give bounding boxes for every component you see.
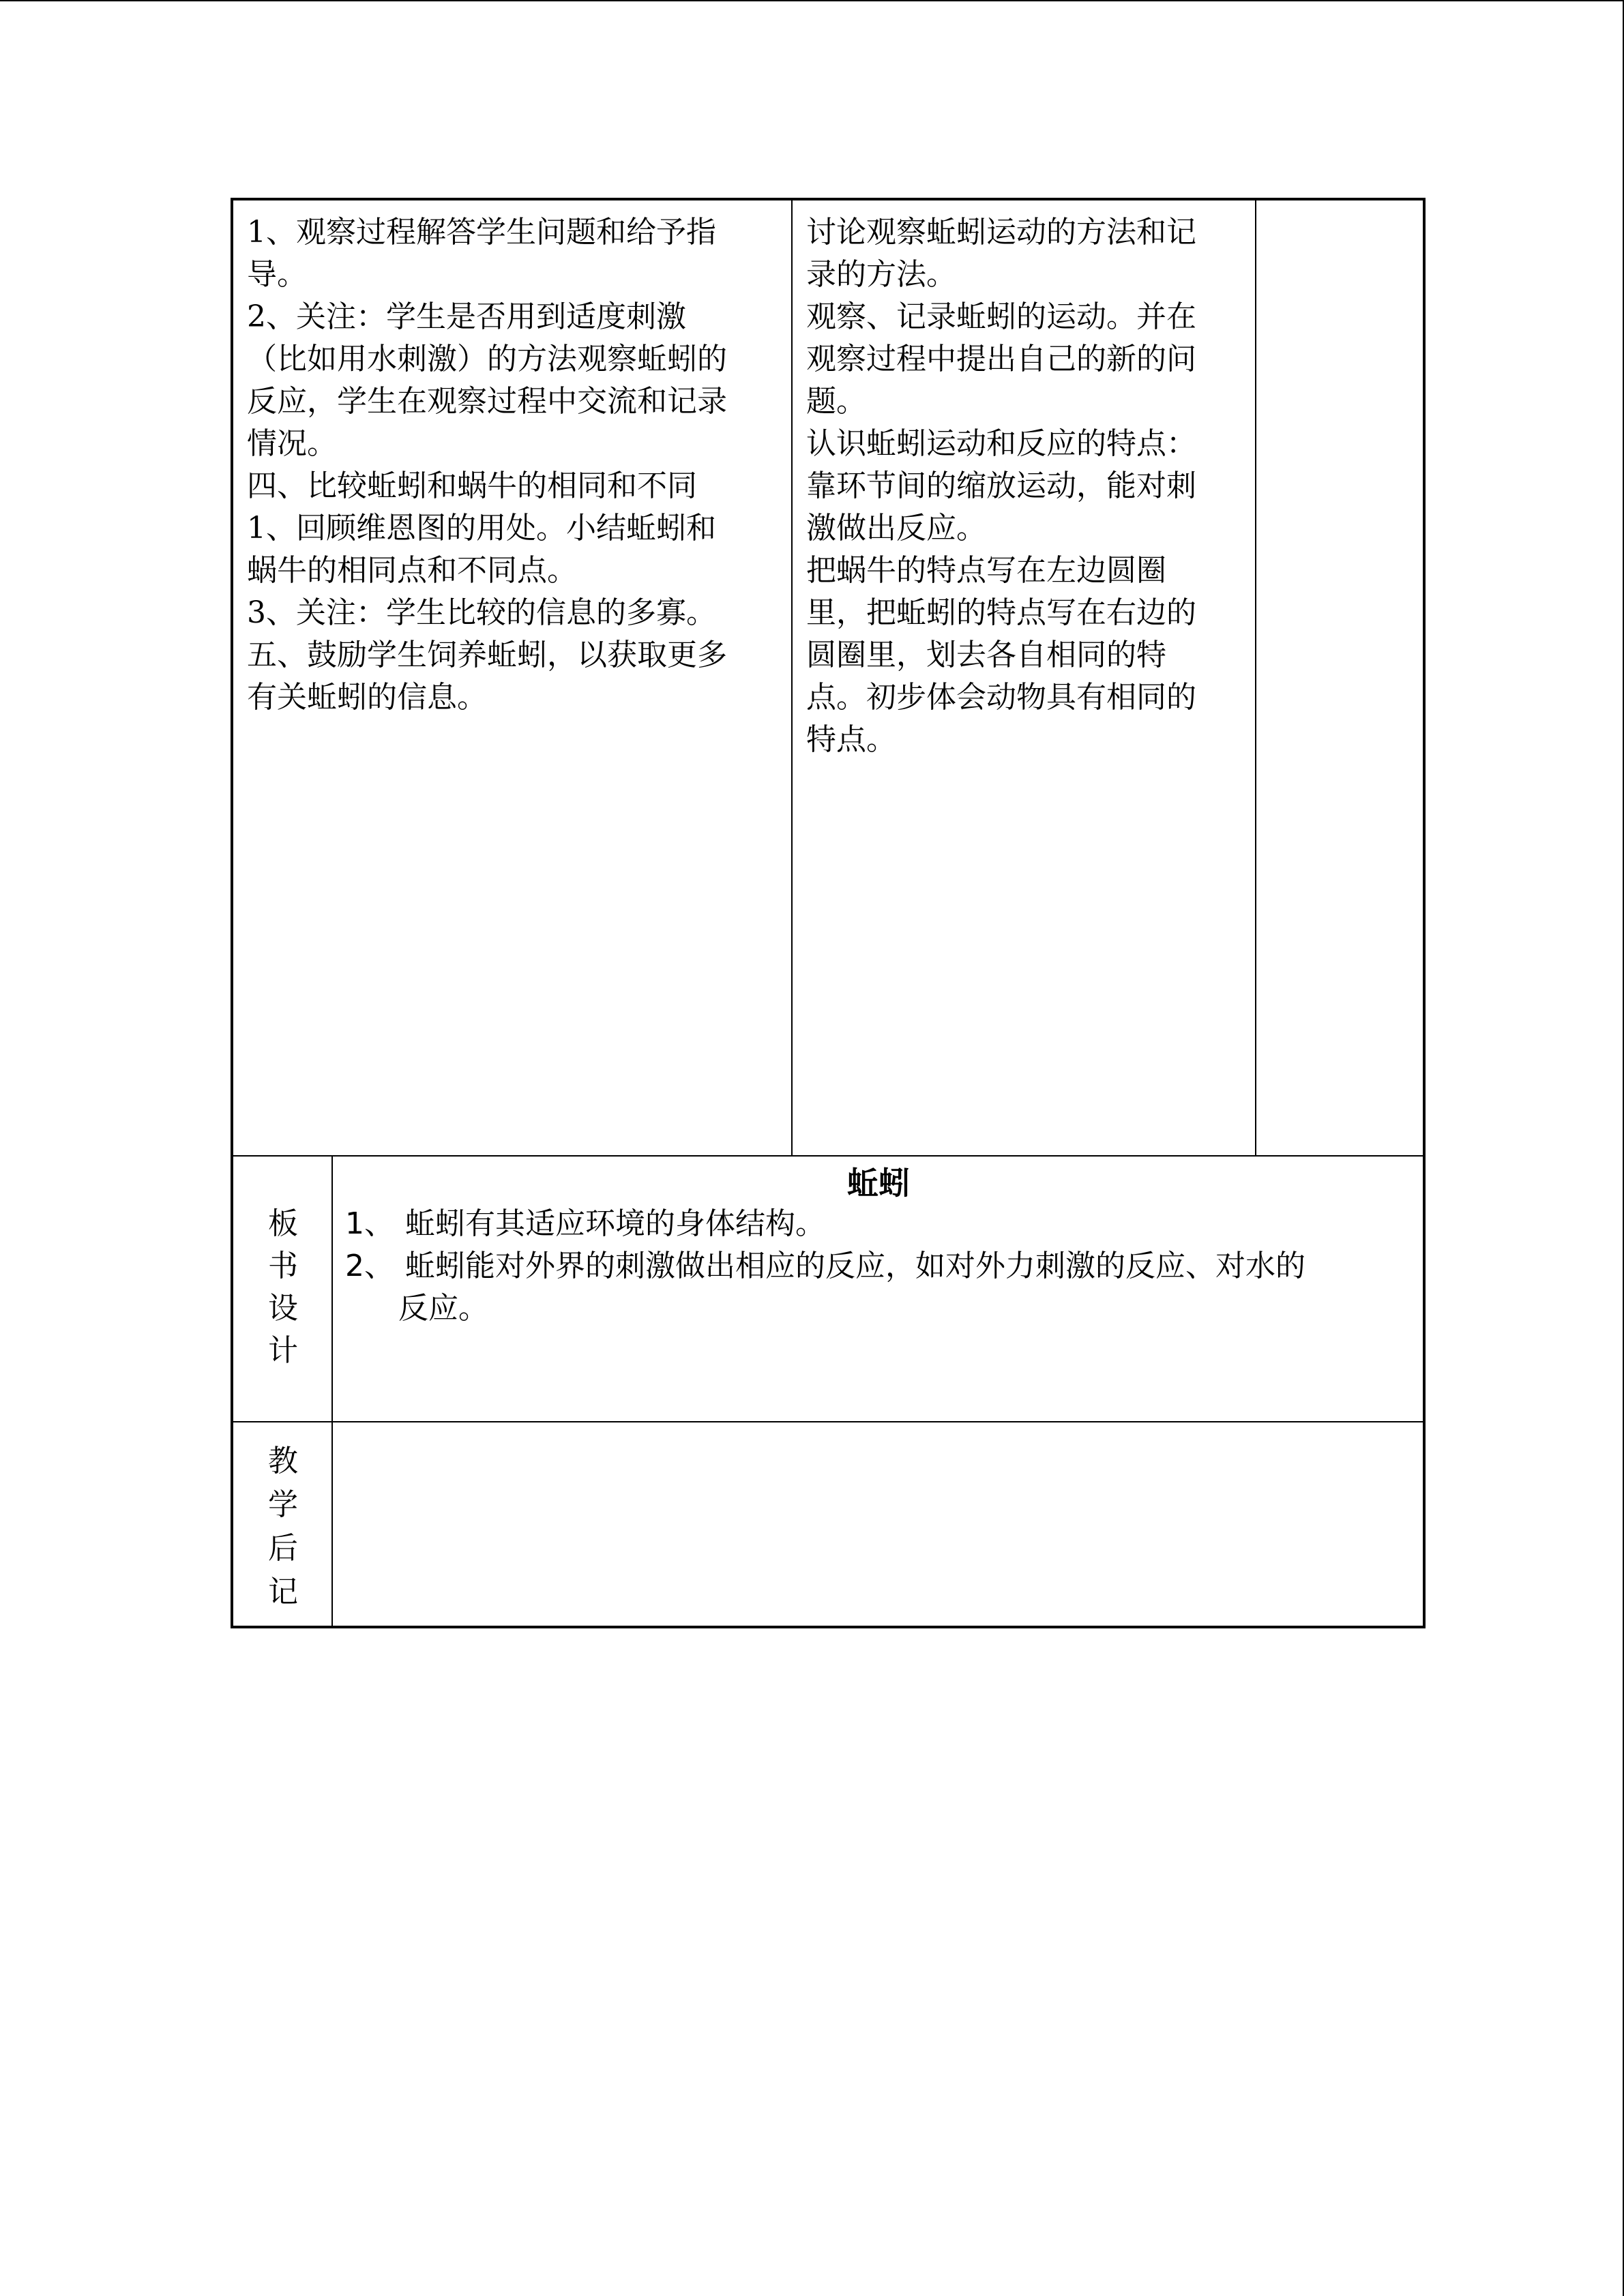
teacher-line: 1、观察过程解答学生问题和给予指: [247, 215, 716, 250]
board-item-text: 蚯蚓有其适应环境的身体结构。: [405, 1206, 825, 1241]
board-item-text: 反应。: [398, 1291, 488, 1326]
teacher-line: 五、鼓励学生饲养蚯蚓，以获取更多: [247, 638, 727, 672]
activity-row: [233, 200, 1423, 1157]
student-activity-cell: [793, 200, 1256, 1155]
student-line: 点。初步体会动物具有相同的: [806, 680, 1196, 715]
teacher-line: 1、回顾维恩图的用处。小结蚯蚓和: [247, 511, 716, 546]
student-line: 题。: [806, 384, 866, 419]
student-line: 特点。: [806, 722, 896, 757]
teaching-notes-label-char: 后: [268, 1531, 298, 1566]
student-line: 讨论观察蚯蚓运动的方法和记: [806, 215, 1196, 250]
teacher-line: 蜗牛的相同点和不同点。: [247, 553, 577, 588]
student-line: 激做出反应。: [806, 511, 986, 546]
teaching-notes-row: [233, 1421, 1423, 1626]
student-line: 观察、记录蚯蚓的运动。并在: [806, 299, 1196, 334]
teaching-notes-label-char: 教: [268, 1444, 298, 1478]
board-title: 蚯蚓: [847, 1165, 910, 1202]
student-line: 观察过程中提出自己的新的问: [806, 342, 1196, 376]
student-line: 圆圈里，划去各自相同的特: [806, 638, 1166, 672]
teacher-line: （比如用水刺激）的方法观察蚯蚓的: [247, 342, 727, 376]
teacher-line: 有关蚯蚓的信息。: [247, 680, 487, 715]
board-design-label-char: 板: [268, 1206, 298, 1241]
teacher-line: 反应，学生在观察过程中交流和记录: [247, 384, 727, 419]
teacher-line: 导。: [247, 257, 307, 292]
board-item-number: 2、: [345, 1249, 394, 1283]
notes-cell-empty: [1256, 200, 1426, 1155]
teacher-line: 四、比较蚯蚓和蜗牛的相同和不同: [247, 468, 697, 503]
teaching-notes-label-char: 学: [268, 1487, 298, 1522]
teacher-line: 情况。: [247, 426, 337, 461]
board-item-text: 蚯蚓能对外界的刺激做出相应的反应，如对外力刺激的反应、对水的: [405, 1249, 1305, 1283]
teacher-line: 3、关注：学生比较的信息的多寡。: [247, 595, 716, 630]
board-design-content: [333, 1155, 1424, 1421]
student-activity-text: [806, 211, 1243, 761]
teaching-notes-label-char: 记: [268, 1575, 298, 1609]
student-line: 里，把蚯蚓的特点写在右边的: [806, 595, 1196, 630]
student-line: 录的方法。: [806, 257, 956, 292]
teacher-activity-text: [247, 211, 779, 719]
teacher-activity-cell: [233, 200, 793, 1155]
board-design-row: [233, 1155, 1423, 1422]
student-line: 把蜗牛的特点写在左边圆圈: [806, 553, 1166, 588]
teaching-notes-label-cell: [233, 1421, 333, 1626]
board-design-label-char: 书: [268, 1249, 298, 1283]
board-item-number: 1、: [345, 1206, 394, 1241]
student-line: 认识蚯蚓运动和反应的特点：: [806, 426, 1196, 461]
student-line: 靠环节间的缩放运动，能对刺: [806, 468, 1196, 503]
board-design-label-char: 设: [268, 1291, 298, 1326]
board-design-label-cell: [233, 1155, 333, 1421]
lesson-plan-table: [231, 198, 1426, 1628]
board-design-label-char: 计: [268, 1333, 298, 1368]
teacher-line: 2、关注：学生是否用到适度刺激: [247, 299, 686, 334]
